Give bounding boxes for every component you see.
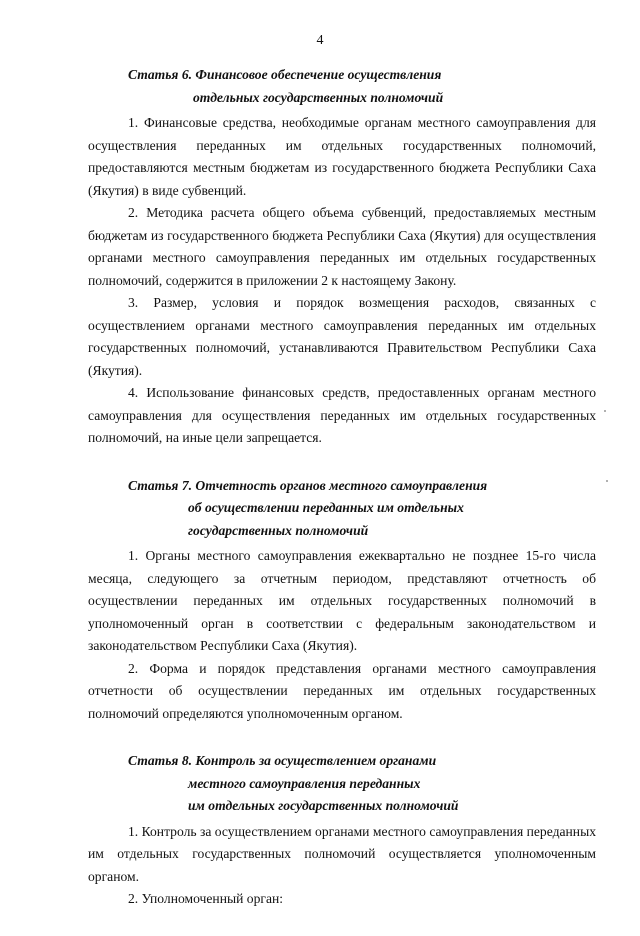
heading-line: местного самоуправления переданных bbox=[188, 775, 421, 791]
document-body bbox=[88, 64, 596, 936]
heading-line: им отдельных государственных полномочий bbox=[188, 798, 459, 813]
heading-line: об осуществлении переданных им отдельных bbox=[188, 500, 464, 515]
paragraph: 1. Финансовые средства, необходимые органам местного самоуправления для осуществления переданных им отдельных государственных полномочий, предоставляются местным бюджетам из государственного бюджета Республики Саха (Якутия) в виде субвенций. bbox=[88, 115, 596, 198]
paragraph: 2. Форма и порядок представления органами местного самоуправления отчетности об осуществлении переданных им отдельных государственных полномочий определяются уполномоченным органом. bbox=[88, 660, 596, 721]
page-number: 4 bbox=[316, 33, 324, 48]
article-heading bbox=[88, 64, 596, 109]
heading-line: Статья 6. Финансовое обеспечение осуществления bbox=[128, 67, 442, 82]
heading-line: Статья 8. Контроль за осуществлением органами bbox=[128, 753, 437, 768]
heading-line: государственных полномочий bbox=[188, 522, 369, 538]
article-6 bbox=[88, 64, 596, 450]
scan-speck bbox=[606, 480, 608, 482]
article-7 bbox=[88, 475, 596, 726]
heading-line: отдельных государственных полномочий bbox=[193, 89, 444, 105]
article-heading bbox=[88, 750, 596, 818]
paragraph: 3. Размер, условия и порядок возмещения расходов, связанных с осуществлением органами местного самоуправления переданных им отдельных государственных полномочий, устанавливаются Правительством Республики Саха (Якутия). bbox=[88, 295, 596, 378]
scan-speck bbox=[604, 410, 606, 412]
paragraph: 1. Контроль за осуществлением органами местного самоуправления переданных им отдельных государственных полномочий осуществляется уполномоченным органом. bbox=[88, 823, 596, 884]
article-heading bbox=[88, 475, 596, 543]
paragraph: 2. Методика расчета общего объема субвенций, предоставляемых местным бюджетам из государственного бюджета Республики Саха (Якутия) для осуществления органами местного самоуправления переданных им отдельных государственных полномочий, содержится в приложении 2 к настоящему Закону. bbox=[88, 205, 596, 288]
article-8 bbox=[88, 750, 596, 911]
heading-line: Статья 7. Отчетность органов местного самоуправления bbox=[128, 477, 488, 493]
paragraph: 1. Органы местного самоуправления ежеквартально не позднее 15-го числа месяца, следующего за отчетным периодом, представляют отчетность об осуществлении переданных им отдельных государственных полномочий в уполномоченный орган в соответствии с федеральным законодательством и законодательством Республики Саха (Якутия). bbox=[88, 548, 596, 653]
paragraph: 4. Использование финансовых средств, предоставленных органам местного самоуправления для осуществления переданных им отдельных государственных полномочий, на иные цели запрещается. bbox=[88, 385, 596, 445]
paragraph: 2. Уполномоченный орган: bbox=[128, 891, 284, 906]
